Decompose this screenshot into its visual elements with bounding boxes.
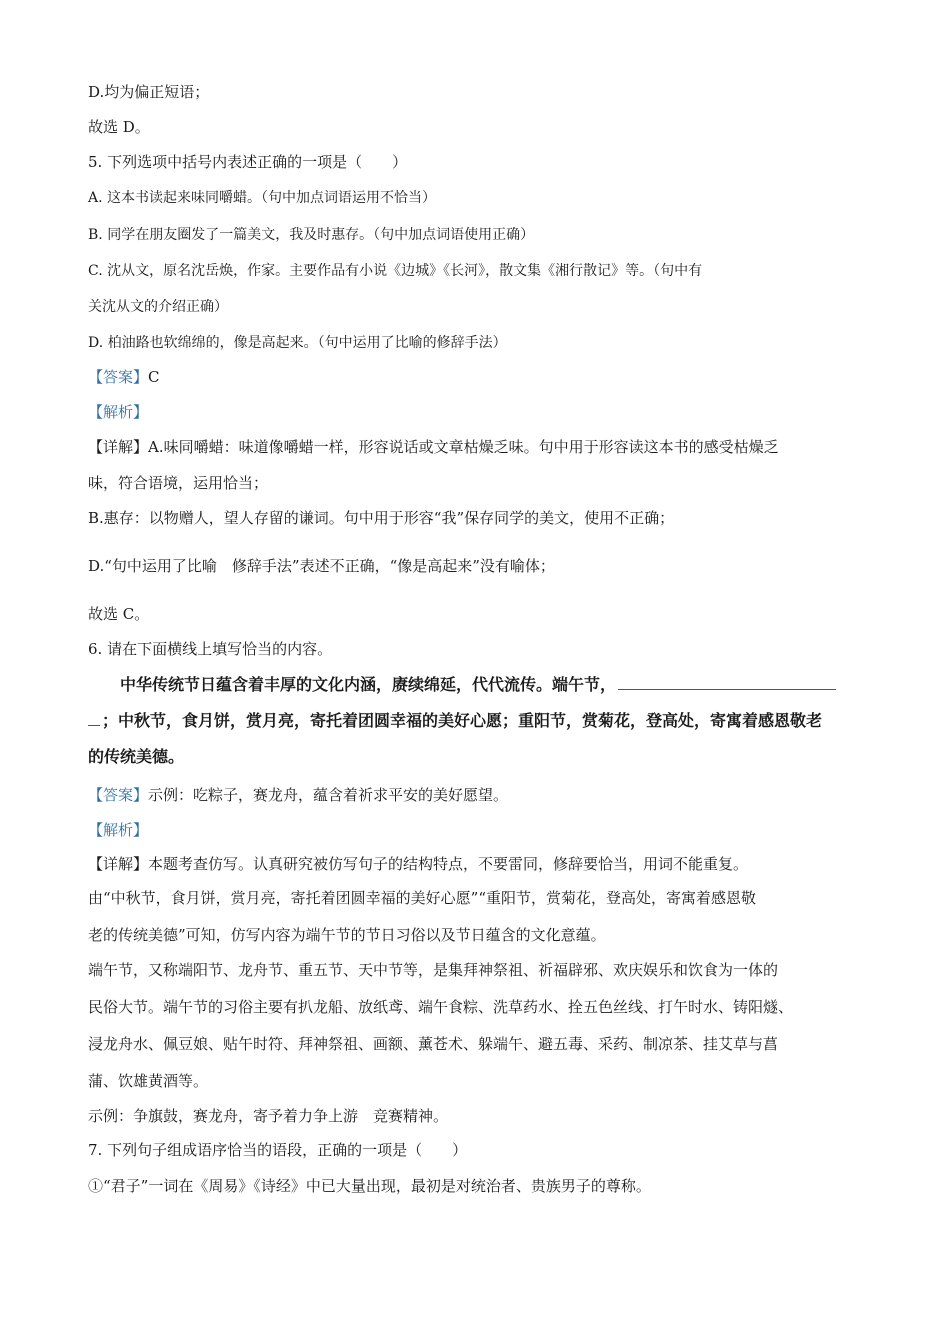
- text-line: 味，符合语境，运用恰当；: [88, 474, 269, 492]
- text-line: 浸龙舟水、佩豆娘、贴午时符、拜神祭祖、画额、薰苍术、躲端午、避五毒、采药、制凉茶、挂艾草与菖: [88, 1035, 779, 1053]
- passage-line: [88, 711, 822, 731]
- option-c: C. 沈从文，原名沈岳焕，作家。主要作品有小说《边城》《长河》，散文集《湘行散记》等。（句中有: [88, 263, 703, 279]
- text-line: 示例：争旗鼓，赛龙舟，寄予着力争上游 竞赛精神。: [88, 1107, 449, 1125]
- sentence-1: ①“君子”一词在《周易》《诗经》中已大量出现，最初是对统治者、贵族男子的尊称。: [88, 1177, 651, 1195]
- text-line: D.均为偏正短语；: [88, 83, 210, 101]
- answer-text: C: [148, 368, 160, 386]
- fill-blank[interactable]: [618, 675, 836, 690]
- text-line: 【详解】A.味同嚼蜡：味道像嚼蜡一样，形容说话或文章枯燥乏味。句中用于形容读这本书的感受枯燥乏: [88, 438, 779, 456]
- analysis-tag: 【解析】: [88, 821, 149, 839]
- option-a: A. 这本书读起来味同嚼蜡。（句中加点词语运用不恰当）: [88, 190, 437, 206]
- question-6-stem: 6. 请在下面横线上填写恰当的内容。: [88, 640, 333, 658]
- text-line: 老的传统美德”可知，仿写内容为端午节的节日习俗以及节日蕴含的文化意蕴。: [88, 926, 606, 944]
- text-line: B.惠存：以物赠人，望人存留的谦词。句中用于形容“我”保存同学的美文，使用不正确；: [88, 509, 675, 527]
- analysis-tag-line: [88, 820, 148, 840]
- question-7-stem: 7. 下列句子组成语序恰当的语段，正确的一项是（ ）: [88, 1141, 468, 1159]
- analysis-tag: 【解析】: [88, 403, 149, 421]
- text-line: 民俗大节。端午节的习俗主要有扒龙船、放纸鸢、端午食粽、洗草药水、拴五色丝线、打午时水、铸阳燧、: [88, 998, 794, 1016]
- text-line: 【详解】本题考查仿写。认真研究被仿写句子的结构特点，不要雷同，修辞要恰当，用词不能重复。: [88, 855, 749, 873]
- option-d: D. 柏油路也软绵绵的，像是高起来。（句中运用了比喻的修辞手法）: [88, 335, 507, 351]
- answer-tag: 【答案】: [88, 786, 149, 804]
- text-line: D.“句中运用了比喻 修辞手法”表述不正确，“像是高起来”没有喻体；: [88, 557, 555, 575]
- text-line: 故选 D。: [88, 118, 150, 136]
- text-line: 故选 C。: [88, 605, 150, 623]
- text-line: 蒲、饮雄黄酒等。: [88, 1072, 209, 1090]
- answer-tag: 【答案】: [88, 368, 149, 386]
- passage-text: 中华传统节日蕴含着丰厚的文化内涵，赓续绵延，代代流传。端午节，: [120, 675, 617, 694]
- passage-line: [120, 675, 836, 695]
- text-line: 由“中秋节，食月饼，赏月亮，寄托着团圆幸福的美好心愿”“重阳节，赏菊花，登高处，寄寓着感恩敬: [88, 889, 757, 907]
- analysis-tag-line: [88, 402, 148, 422]
- question-5-stem: 5. 下列选项中括号内表述正确的一项是（ ）: [88, 153, 408, 171]
- answer-line: [88, 785, 508, 805]
- fill-blank-continued[interactable]: [88, 711, 100, 726]
- option-c-continued: 关沈从文的介绍正确）: [88, 299, 228, 315]
- passage-text: ；中秋节，食月饼，赏月亮，寄托着团圆幸福的美好心愿；重阳节，赏菊花，登高处，寄寓着感恩敬老: [102, 711, 823, 730]
- text-line: 端午节，又称端阳节、龙舟节、重五节、天中节等，是集拜神祭祖、祈福辟邪、欢庆娱乐和饮食为一体的: [88, 961, 779, 979]
- option-b: B. 同学在朋友圈发了一篇美文，我及时惠存。（句中加点词语使用正确）: [88, 227, 535, 243]
- passage-line: 的传统美德。: [88, 747, 185, 766]
- answer-text: 示例：吃粽子，赛龙舟，蕴含着祈求平安的美好愿望。: [148, 786, 509, 804]
- answer-line: [88, 367, 160, 387]
